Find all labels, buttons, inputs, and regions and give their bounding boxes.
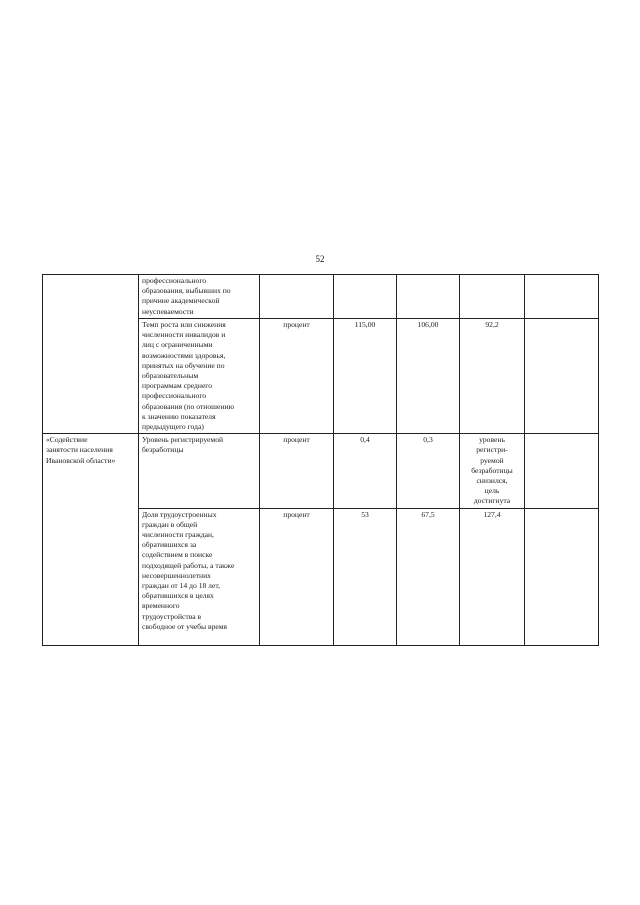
value-cell-3: 127,4 <box>460 508 525 645</box>
value-cell-2: 106,00 <box>397 319 460 434</box>
indicator-cell: Темп роста или снижения численности инвалидов и лиц с ограниченными возможностями здоровья, принятых на обучение по образовательным программам среднего профессионального образования (по отношению к значению показателя предыдущего года) <box>139 319 260 434</box>
value-cell-2 <box>397 275 460 319</box>
program-cell <box>43 275 139 434</box>
page-number: 52 <box>315 254 325 264</box>
value-cell-2: 67,5 <box>397 508 460 645</box>
table-row <box>43 275 599 319</box>
unit-cell: процент <box>260 319 334 434</box>
note-cell <box>525 275 599 319</box>
value-cell-3: 92,2 <box>460 319 525 434</box>
indicator-cell: Доля трудоустроенных граждан в общей численности граждан, обратившихся за содействием в поиске подходящей работы, а также несовершеннолетних граждан от 14 до 18 лет, обратившихся в целях временного трудоустройства в свободное от учебы время <box>139 508 260 645</box>
value-cell-1 <box>334 275 397 319</box>
indicator-cell: профессионального образования, выбывших по причине академической неуспеваемости <box>139 275 260 319</box>
value-cell-3 <box>460 275 525 319</box>
unit-cell: процент <box>260 508 334 645</box>
table-row <box>43 434 599 508</box>
unit-cell <box>260 275 334 319</box>
note-cell <box>525 319 599 434</box>
value-cell-1: 53 <box>334 508 397 645</box>
unit-cell: процент <box>260 434 334 508</box>
value-cell-1: 115,00 <box>334 319 397 434</box>
report-table <box>42 274 599 646</box>
note-cell <box>525 508 599 645</box>
program-cell: «Содействие занятости населения Ивановской области» <box>43 434 139 645</box>
value-cell-1: 0,4 <box>334 434 397 508</box>
value-cell-3: уровень регистри- руемой безработицы снизился, цель достигнута <box>460 434 525 508</box>
value-cell-2: 0,3 <box>397 434 460 508</box>
note-cell <box>525 434 599 508</box>
indicator-cell: Уровень регистрируемой безработицы <box>139 434 260 508</box>
